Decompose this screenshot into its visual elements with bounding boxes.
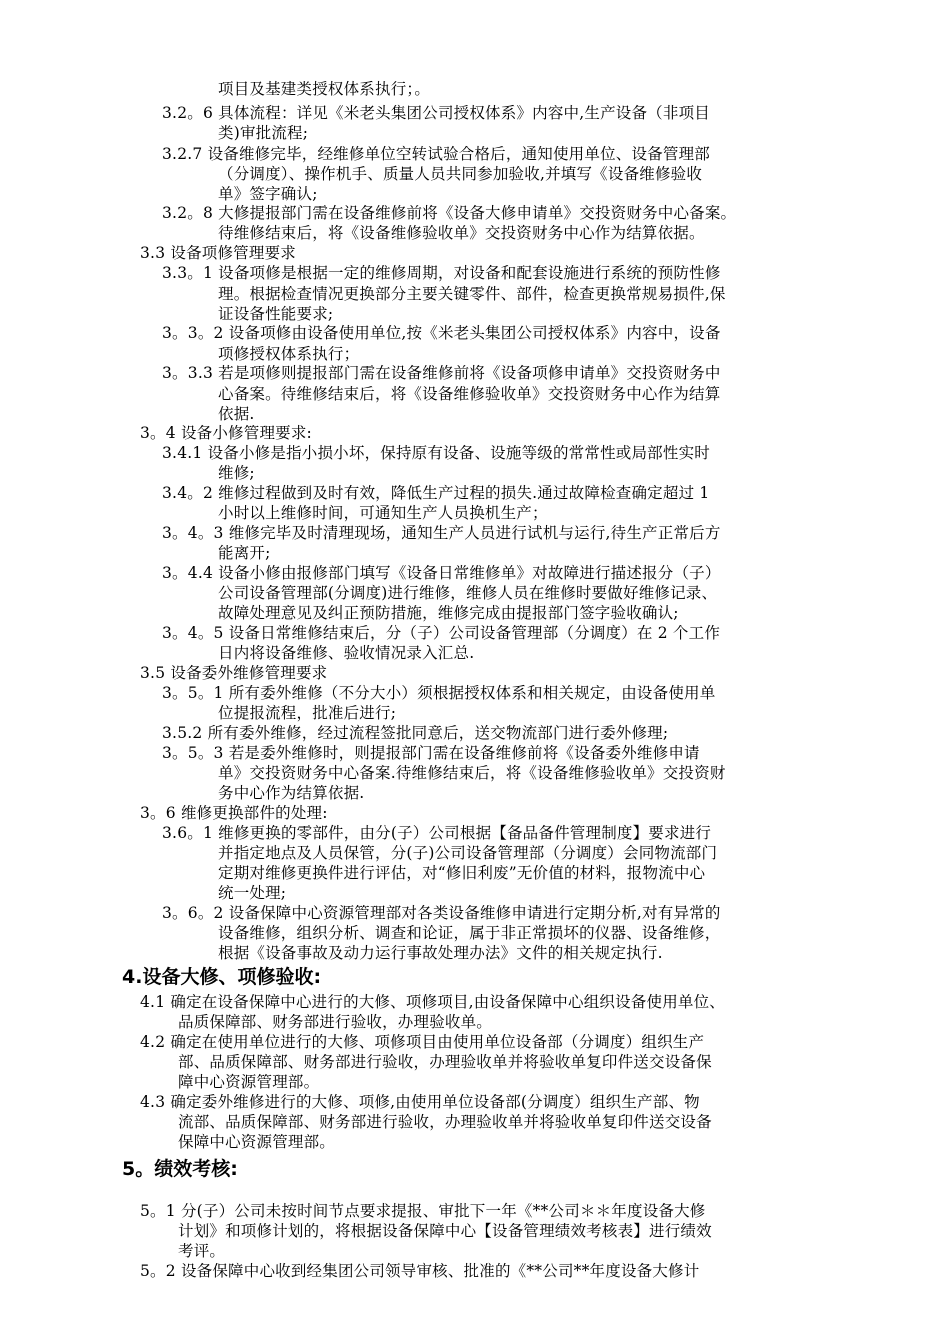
text-line: 待维修结束后，将《设备维修验收单》交投资财务中心作为结算依据。 [218, 224, 705, 242]
text-line: 3.6。1 维修更换的零部件，由分(子）公司根据【备品备件管理制度】要求进行 [162, 824, 712, 842]
text-line: 3。5。1 所有委外维修（不分大小）须根据授权体系和相关规定，由设备使用单 [162, 684, 716, 702]
text-line: 单》交投资财务中心备案.待维修结束后，将《设备维修验收单》交投资财 [218, 764, 726, 782]
text-line: 保障中心资源管理部。 [178, 1133, 336, 1151]
text-line: 障中心资源管理部。 [178, 1073, 320, 1091]
text-line: 5。1 分(子）公司未按时间节点要求提报、审批下一年《**公司＊＊年度设备大修 [140, 1202, 706, 1220]
text-line: 3。4 设备小修管理要求: [140, 424, 312, 442]
text-line: 计划》和项修计划的，将根据设备保障中心【设备管理绩效考核表】进行绩效 [178, 1222, 712, 1240]
text-line: 3.3。1 设备项修是根据一定的维修周期，对设备和配套设施进行系统的预防性修 [162, 264, 721, 282]
text-line: 3。3.3 若是项修则提报部门需在设备维修前将《设备项修申请单》交投资财务中 [162, 364, 721, 382]
text-line: 5。2 设备保障中心收到经集团公司领导审核、批准的《**公司**年度设备大修计 [140, 1262, 700, 1280]
text-line: 定期对维修更换件进行评估，对“修旧利废”无价值的材料，报物流中心 [218, 864, 706, 882]
text-line: 公司设备管理部(分调度)进行维修，维修人员在维修时要做好维修记录、 [218, 584, 718, 602]
text-line: 3。4.4 设备小修由报修部门填写《设备日常维修单》对故障进行描述报分（子） [162, 564, 721, 582]
text-line: 能离开; [218, 544, 271, 562]
text-line: 依据. [218, 405, 255, 423]
text-line: 3.5.2 所有委外维修，经过流程签批同意后，送交物流部门进行委外修理; [162, 724, 669, 742]
text-line: 流部、品质保障部、财务部进行验收，办理验收单并将验收单复印件送交设备 [178, 1113, 712, 1131]
text-line: （分调度）、操作机手、质量人员共同参加验收,并填写《设备维修验收 [218, 165, 703, 183]
text-line: 维修; [218, 464, 255, 482]
text-line: 位提报流程，批准后进行; [218, 704, 397, 722]
section-heading: 4.设备大修、项修验收: [122, 966, 322, 988]
text-line: 并指定地点及人员保管，分(子)公司设备管理部（分调度）会同物流部门 [218, 844, 718, 862]
text-line: 部、品质保障部、财务部进行验收，办理验收单并将验收单复印件送交设备保 [178, 1053, 712, 1071]
text-line: 考评。 [178, 1242, 226, 1260]
text-line: 务中心作为结算依据. [218, 784, 365, 802]
text-line: 3。6 维修更换部件的处理: [140, 804, 328, 822]
text-line: 3。3。2 设备项修由设备使用单位,按《米老头集团公司授权体系》内容中，设备 [162, 324, 721, 342]
text-line: 3.2。6 具体流程：详见《米老头集团公司授权体系》内容中,生产设备（非项目 [162, 104, 710, 122]
text-line: 3。4。5 设备日常维修结束后，分（子）公司设备管理部（分调度）在 2 个工作 [162, 624, 721, 642]
text-line: 根据《设备事故及动力运行事故处理办法》文件的相关规定执行. [218, 944, 663, 962]
text-line: 3.5 设备委外维修管理要求 [140, 664, 328, 682]
text-line: 4.3 确定委外维修进行的大修、项修,由使用单位设备部(分调度）组织生产部、物 [140, 1093, 700, 1111]
text-line: 3.4.1 设备小修是指小损小坏，保持原有设备、设施等级的常常性或局部性实时 [162, 444, 710, 462]
text-line: 3。4。3 维修完毕及时清理现场，通知生产人员进行试机与运行,待生产正常后方 [162, 524, 721, 542]
section-heading: 5。绩效考核: [122, 1158, 238, 1180]
text-line: 心备案。待维修结束后，将《设备维修验收单》交投资财务中心作为结算 [218, 385, 721, 403]
text-line: 单》签字确认; [218, 185, 318, 203]
text-line: 统一处理; [218, 884, 287, 902]
text-line: 日内将设备维修、验收情况录入汇总. [218, 644, 475, 662]
text-line: 4.1 确定在设备保障中心进行的大修、项修项目,由设备保障中心组织设备使用单位、 [140, 993, 726, 1011]
text-line: 3。6。2 设备保障中心资源管理部对各类设备维修申请进行定期分析,对有异常的 [162, 904, 721, 922]
text-line: 设备维修，组织分析、调查和论证，属于非正常损坏的仪器、设备维修， [218, 924, 721, 942]
text-line: 3.2.7 设备维修完毕，经维修单位空转试验合格后，通知使用单位、设备管理部 [162, 145, 710, 163]
text-line: 故障处理意见及纠正预防措施，维修完成由提报部门签字验收确认; [218, 604, 679, 622]
text-line: 3.2。8 大修提报部门需在设备维修前将《设备大修申请单》交投资财务中心备案。 [162, 204, 737, 222]
text-line: 3.4。2 维修过程做到及时有效，降低生产过程的损失.通过故障检查确定超过 1 [162, 484, 710, 502]
text-line: 3.3 设备项修管理要求 [140, 244, 296, 262]
text-line: 项目及基建类授权体系执行；。 [218, 80, 431, 98]
text-line: 小时以上维修时间，可通知生产人员换机生产； [218, 504, 548, 522]
text-line: 证设备性能要求; [218, 305, 334, 323]
text-line: 理。根据检查情况更换部分主要关键零件、部件，检查更换常规易损件,保 [218, 285, 726, 303]
text-line: 4.2 确定在使用单位进行的大修、项修项目由使用单位设备部（分调度）组织生产 [140, 1033, 705, 1051]
text-line: 类)审批流程; [218, 124, 309, 142]
text-line: 3。5。3 若是委外维修时，则提报部门需在设备维修前将《设备委外维修申请 [162, 744, 700, 762]
text-line: 品质保障部、财务部进行验收，办理验收单。 [178, 1013, 493, 1031]
text-line: 项修授权体系执行； [218, 345, 360, 363]
